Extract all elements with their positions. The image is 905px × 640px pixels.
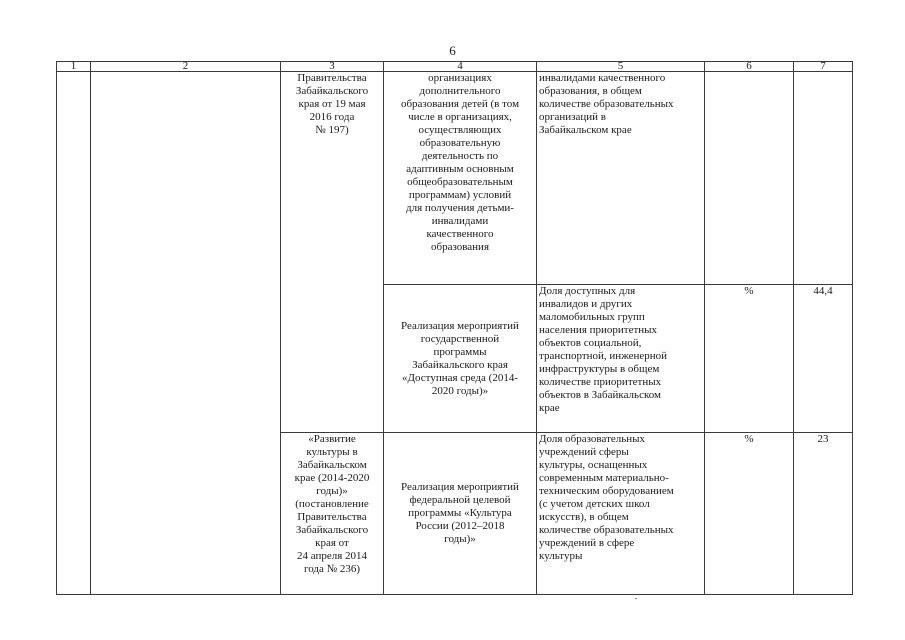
column-header-1: 1 [57, 62, 91, 72]
indicator-cell: Доля образовательных учреждений сферы культуры, оснащенных современным материально- техническим оборудованием (с учетом детских школ искусств), в общем количестве образовательных учреждений в сфере культуры [537, 433, 705, 595]
value-cell: 44,4 [794, 285, 853, 433]
scan-speck [635, 598, 637, 599]
value-cell: 23 [794, 433, 853, 595]
document-table [56, 61, 853, 595]
column-header-3: 3 [281, 62, 384, 72]
program-name-cell: Правительства Забайкальского края от 19 мая 2016 года № 197) [281, 72, 384, 433]
activity-cell: Реализация мероприятий государственной программы Забайкальского края «Доступная среда (2014- 2020 годы)» [384, 285, 537, 433]
value-cell [794, 72, 853, 285]
activity-cell: Реализация мероприятий федеральной целевой программы «Культура России (2012–2018 годы)» [384, 433, 537, 595]
column-header-2: 2 [91, 62, 281, 72]
table-cell-col1 [57, 72, 91, 595]
column-header-4: 4 [384, 62, 537, 72]
indicator-cell: Доля доступных для инвалидов и других маломобильных групп населения приоритетных объектов социальной, транспортной, инженерной инфраструктуры в общем количестве приоритетных объектов в Забайкальском крае [537, 285, 705, 433]
column-header-6: 6 [705, 62, 794, 72]
column-header-7: 7 [794, 62, 853, 72]
unit-cell: % [705, 433, 794, 595]
page-number: 6 [449, 43, 456, 58]
indicator-cell: инвалидами качественного образования, в общем количестве образовательных организаций в Забайкальском крае [537, 72, 705, 285]
program-name-cell: «Развитие культуры в Забайкальском крае (2014-2020 годы)» (постановление Правительства Забайкальского края от 24 апреля 2014 года № 236) [281, 433, 384, 595]
table-cell-col2 [91, 72, 281, 595]
column-header-5: 5 [537, 62, 705, 72]
unit-cell [705, 72, 794, 285]
table-row [57, 72, 853, 285]
column-number-row [57, 62, 853, 72]
unit-cell: % [705, 285, 794, 433]
activity-cell: организациях дополнительного образования детей (в том числе в организациях, осуществляющих образовательную деятельность по адаптивным основным общеобразовательным программам) условий для получения детьми- инвалидами качественного образования [384, 72, 537, 285]
